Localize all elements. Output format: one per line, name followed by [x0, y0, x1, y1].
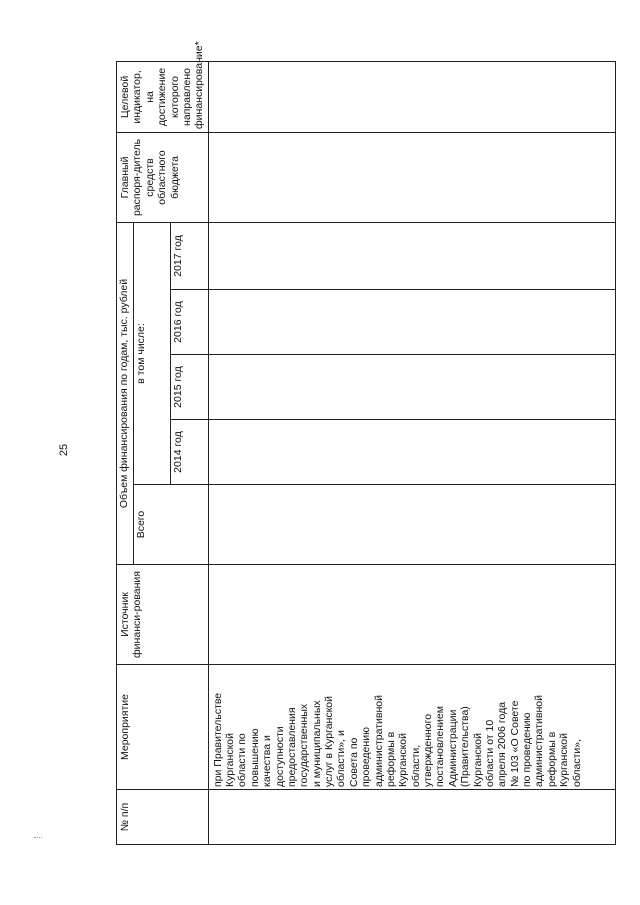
- event-line: услуг в Курганской: [323, 696, 335, 787]
- header-2017: 2017 год: [170, 222, 208, 289]
- header-2014: 2014 год: [170, 420, 208, 485]
- event-line: области от 10: [483, 719, 496, 787]
- row-2016: [208, 290, 615, 355]
- event-line: реформы в: [384, 731, 397, 787]
- event-line: Совета по: [347, 737, 360, 787]
- row-2014: [208, 420, 615, 485]
- header-incl: в том числе:: [134, 222, 171, 484]
- header-admin: Главный распоря-дитель средств областного бюджета: [117, 132, 209, 222]
- row-event: [208, 665, 615, 790]
- event-line: проведению: [360, 727, 373, 787]
- event-line: административной: [533, 695, 546, 787]
- rotated-table-container: [116, 41, 595, 845]
- event-line: области»,: [570, 738, 583, 787]
- financing-table: [116, 41, 616, 845]
- header-num: № п/п: [117, 790, 209, 845]
- event-line: Курганской: [397, 733, 410, 787]
- row-admin: [208, 132, 615, 222]
- header-event: Мероприятие: [117, 665, 209, 790]
- event-line: реформы в: [545, 731, 558, 787]
- table-row: [208, 61, 615, 844]
- page-number: 25: [58, 443, 71, 457]
- event-line: административной: [372, 695, 385, 787]
- event-line: доступности: [273, 726, 286, 787]
- event-line: области,: [409, 744, 422, 787]
- header-2015: 2015 год: [170, 355, 208, 420]
- row-source: [208, 565, 615, 665]
- event-line: при Правительстве: [211, 692, 224, 787]
- event-text: [212, 667, 583, 787]
- header-volume: Объем финансирования по годам, тыс. рублей: [117, 222, 134, 564]
- event-line: № 103 «О Совете: [508, 700, 521, 787]
- event-line: области», и: [335, 730, 348, 787]
- event-line: государственных: [298, 703, 311, 787]
- event-line: (Правительства): [459, 706, 472, 787]
- row-2015: [208, 355, 615, 420]
- event-line: утвержденного: [422, 713, 434, 787]
- header-total: Всего: [134, 485, 209, 565]
- row-num: [208, 790, 615, 845]
- event-line: Курганской: [558, 733, 571, 787]
- header-2016: 2016 год: [170, 290, 208, 355]
- event-line: повышению: [248, 728, 261, 787]
- row-indicator: [208, 61, 615, 132]
- event-line: постановлением: [434, 706, 447, 787]
- event-line: апреля 2006 года: [496, 701, 509, 787]
- event-line: Администрации: [446, 709, 459, 787]
- event-line: предоставления: [285, 707, 298, 787]
- event-line: качества и: [261, 735, 274, 787]
- header-source: Источник финанси-рования: [117, 565, 209, 665]
- scan-mark: [34, 837, 42, 839]
- row-total: [208, 485, 615, 565]
- header-indicator: Целевой индикатор, на достижение которого направлено финансирование*: [117, 61, 209, 132]
- row-2017: [208, 222, 615, 289]
- event-line: области по: [236, 733, 249, 787]
- event-line: по проведению: [521, 712, 533, 787]
- event-line: Курганской: [224, 733, 236, 787]
- event-line: и муниципальных: [310, 700, 323, 787]
- event-line: Курганской: [471, 733, 484, 787]
